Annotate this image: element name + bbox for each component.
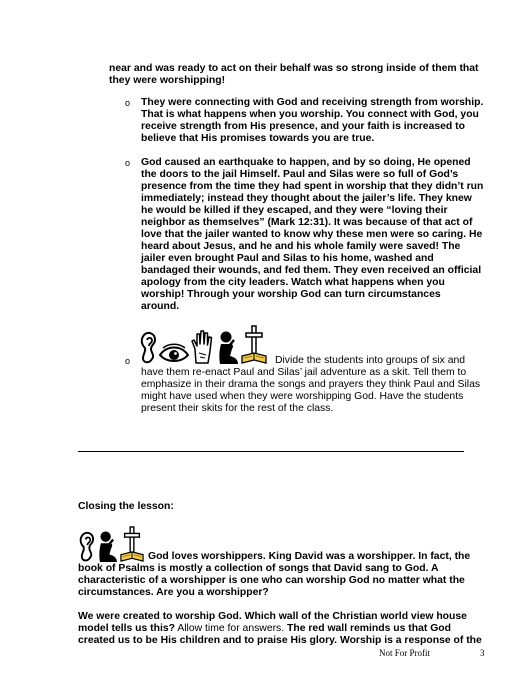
bullet-2-line: immediately; instead they thought about the jailer’s life. They knew (141, 193, 472, 204)
ear-icon (78, 531, 95, 563)
bible-cross-icon (241, 325, 267, 365)
bullet-marker: o (125, 356, 131, 366)
footer-label: Not For Profit (379, 648, 431, 658)
bullet-3-line: emphasize in their drama the songs and prayers they think Paul and Silas (141, 379, 481, 390)
closing-icons (78, 526, 144, 563)
bullet-3-line: might have used when they were worshipping God. Have the students (141, 391, 464, 402)
bullet-marker: o (125, 158, 131, 168)
bullet-3-line: Divide the students into groups of six and (275, 355, 466, 366)
closing-line: God loves worshippers. King David was a worshipper. In fact, the (148, 551, 471, 562)
final-line-1: We were created to worship God. Which wall of the Christian world view house (78, 611, 467, 622)
final-line-2-normal: Allow time for answers. (175, 623, 285, 634)
bullet-1-line: They were connecting with God and receiving strength from worship. (141, 97, 484, 108)
bullet-3-line: have them re-enact Paul and Silas’ jail adventure as a skit. Tell them to (141, 367, 467, 378)
intro-line-2: they were worshipping! (109, 75, 226, 86)
bullet-2-line: presence from the time they had spent in worship that they didn’t run (141, 181, 484, 192)
bullet-2-line: neighbor as themselves” (Mark 12:31). It was because of that act of (141, 217, 473, 228)
bible-cross-icon (120, 526, 144, 563)
bullet-1-line: That is what happens when you worship. You connect with God, you (141, 109, 479, 120)
final-line-3: created us to be His children and to praise His glory. Worship is a response of the (78, 635, 482, 646)
closing-line: characteristic of a worshipper is one who can worship God no matter what the (78, 575, 465, 586)
final-line-2-bold-end: The red wall reminds us that God (284, 623, 451, 634)
hand-icon (191, 329, 215, 365)
bullet-2-line: the doors to the jail Himself. Paul and Silas were so full of God’s (141, 169, 459, 180)
bullet-2-line: God caused an earthquake to happen, and by so doing, He opened (141, 157, 471, 168)
section-divider (78, 451, 464, 452)
bullet-2-line: love that the jailer wanted to know why these men were so caring. He (141, 229, 483, 240)
praying-person-icon (217, 331, 239, 365)
eye-icon (159, 343, 189, 365)
bullet-2-line: apology from the city leaders. Watch what happens when you (141, 277, 445, 288)
bullet-3-line: present their skits for the rest of the class. (141, 403, 334, 414)
closing-line: circumstances. Are you a worshipper? (78, 587, 269, 598)
closing-line: book of Psalms is mostly a collection of songs that David sang to God. A (78, 563, 439, 574)
closing-heading: Closing the lesson: (78, 501, 174, 512)
bullet-marker: o (125, 98, 131, 108)
praying-person-icon (97, 531, 118, 563)
final-line-2 (78, 623, 451, 635)
bullet-1-line: believe that His promises towards you are true. (141, 133, 375, 144)
ear-icon (139, 331, 157, 365)
bullet-2-line: jailer even brought Paul and Silas to his home, washed and (141, 253, 434, 264)
bullet-1-line: receive strength from His presence, and your faith is increased to (141, 121, 465, 132)
bullet-2-line: worship! Through your worship God can turn circumstances (141, 289, 441, 300)
bullet-2-line: around. (141, 301, 180, 312)
intro-line-1: near and was ready to act on their behalf was so strong inside of them that (109, 63, 479, 74)
page-number: 3 (480, 648, 485, 658)
activity-icons (139, 325, 267, 365)
final-line-2-bold: model tells us this? (78, 623, 175, 634)
bullet-2-line: bandaged their wounds, and fed them. They even received an official (141, 265, 482, 276)
bullet-2-line: he would be killed if they escaped, and they were “loving their (141, 205, 448, 216)
bullet-2-line: heard about Jesus, and he and his whole family were saved! The (141, 241, 461, 252)
